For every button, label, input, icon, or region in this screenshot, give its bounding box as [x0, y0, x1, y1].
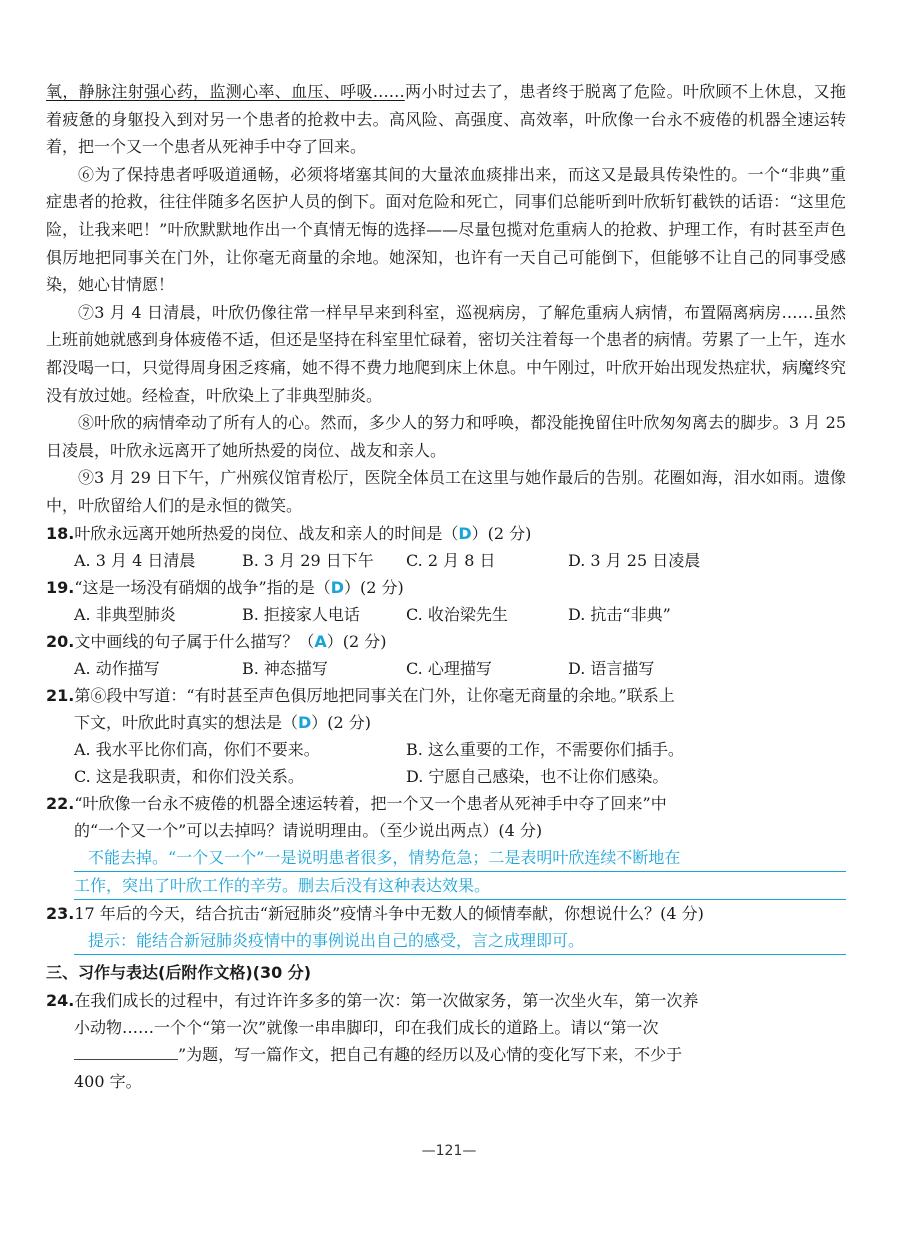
option-d: D. 抗击“非典” — [568, 604, 671, 624]
option-a: A. 我水平比你们高，你们不要来。 — [74, 739, 320, 759]
question-number: 23. — [46, 903, 75, 923]
answer-choice: D — [458, 523, 472, 543]
option-d: D. 3 月 25 日凌晨 — [568, 550, 701, 570]
passage-paragraph-9: ⑨3 月 29 日下午，广州殡仪馆青松厅，医院全体员工在这里与她作最后的告别。花圈如海，泪水如雨。遗像中，叶欣留给人们的是永恒的微笑。 — [46, 468, 846, 515]
question-number: 18. — [46, 523, 75, 543]
question-stem: 叶欣永远离开她所热爱的岗位、战友和亲人的时间是（ — [74, 523, 459, 543]
answer-choice: A — [314, 631, 327, 651]
option-b: B. 神态描写 — [242, 658, 328, 678]
answer-choice: D — [298, 712, 312, 732]
passage-paragraph-8: ⑧叶欣的病情牵动了所有人的心。然而，多少人的努力和呼唤，都没能挽留住叶欣匆匆离去的脚步。3 月 25 日凌晨，叶欣永远离开了她所热爱的岗位、战友和亲人。 — [46, 413, 846, 460]
question-24-line-3 — [46, 1041, 846, 1068]
option-a: A. 非典型肺炎 — [74, 604, 176, 624]
question-stem: 在我们成长的过程中，有过许许多多的第一次：第一次做家务，第一次坐火车，第一次养 — [74, 990, 699, 1010]
option-b: B. 拒接家人电话 — [242, 604, 360, 624]
question-number: 24. — [46, 990, 75, 1010]
answer-line-1: 不能去掉。“一个又一个”一是说明患者很多，情势危急；二是表明叶欣连续不断地在 — [74, 844, 846, 872]
option-d: D. 宁愿自己感染，也不让你们感染。 — [406, 766, 669, 786]
question-number: 19. — [46, 577, 75, 597]
question-stem: 第⑥段中写道：“有时甚至声色俱厉地把同事关在门外，让你毫无商量的余地。”联系上 — [74, 685, 675, 705]
question-24-line-2: 小动物……一个个“第一次”就像一串串脚印，印在我们成长的道路上。请以“第一次 — [74, 1017, 659, 1037]
passage-paragraph-6: ⑥为了保持患者呼吸道通畅，必须将堵塞其间的大量浓血痰排出来，而这又是最具传染性的。一个“非典”重症患者的抢救，往往伴随多名医护人员的倒下。面对危险和死亡，同事们总能听到叶欣斩钉截铁的话语：“这里危险，让我来吧！”叶欣默默地作出一个真情无悔的选择——尽量包揽对危重病人的抢救、护理工作，有时甚至声色俱厉地把同事关在门外，让你毫无商量的余地。她深知，也许有一天自己可能倒下，但能够不让自己的同事受感染，她心甘情愿！ — [46, 164, 846, 295]
question-stem: 17 年后的今天，结合抗击“新冠肺炎”疫情斗争中无数人的倾情奉献，你想说什么？(4 分) — [74, 903, 704, 923]
question-stem: “叶欣像一台永不疲倦的机器全速运转着，把一个又一个患者从死神手中夺了回来”中 — [74, 793, 667, 813]
question-22-continued: 的“一个又一个”可以去掉吗？请说明理由。（至少说出两点）(4 分) — [74, 820, 543, 840]
answer-line-2: 工作，突出了叶欣工作的辛劳。删去后没有这种表达效果。 — [74, 872, 846, 900]
question-22 — [46, 790, 846, 817]
question-19-options — [46, 601, 846, 628]
question-21-options-row-1 — [46, 736, 846, 763]
underlined-sentence: 氧，静脉注射强心药，监测心率、血压、呼吸…… — [46, 82, 405, 101]
question-stem: 下文，叶欣此时真实的想法是（ — [74, 712, 299, 732]
page-number: —121— — [421, 1143, 477, 1159]
paragraph-text: 两小时过去了，患者终于脱离了危险。叶欣顾不上休息，又拖着疲惫的身躯投入到对另一个患者的抢救中去。高风险、高强度、高效率，叶欣像一台永不疲倦的机器全速运转着，把一个又一个患者从死神手中夺了回来。 — [46, 82, 846, 157]
section-title: 三、习作与表达(后附作文格)(30 分) — [46, 962, 312, 982]
question-score: ）(2 分) — [326, 631, 387, 651]
passage-paragraph-continued — [46, 78, 846, 161]
question-number: 20. — [46, 631, 75, 651]
option-c: C. 2 月 8 日 — [406, 550, 496, 570]
option-a: A. 动作描写 — [74, 658, 160, 678]
question-21-continued — [46, 709, 846, 736]
page-content — [46, 78, 846, 1095]
question-24-line-4: 400 字。 — [74, 1071, 142, 1091]
option-b: B. 3 月 29 日下午 — [242, 550, 374, 570]
question-score: ）(2 分) — [311, 712, 372, 732]
option-d: D. 语言描写 — [568, 658, 655, 678]
question-18 — [46, 520, 846, 547]
answer-line: 提示：能结合新冠肺炎疫情中的事例说出自己的感受，言之成理即可。 — [74, 927, 846, 955]
question-score: ）(2 分) — [471, 523, 532, 543]
question-21-options-row-2 — [46, 763, 846, 790]
question-24 — [46, 987, 846, 1014]
option-c: C. 心理描写 — [406, 658, 492, 678]
option-a: A. 3 月 4 日清晨 — [74, 550, 196, 570]
title-blank — [74, 1045, 178, 1060]
question-23 — [46, 900, 846, 927]
question-stem: ”为题，写一篇作文，把自己有趣的经历以及心情的变化写下来，不少于 — [178, 1044, 683, 1064]
question-number: 22. — [46, 793, 75, 813]
question-stem: 文中画线的句子属于什么描写？（ — [74, 631, 315, 651]
passage-paragraph-7: ⑦3 月 4 日清晨，叶欣仍像往常一样早早来到科室，巡视病房，了解危重病人病情，布置隔离病房……虽然上班前她就感到身体疲倦不适，但还是坚持在科室里忙碌着，密切关注着每一个患者的病情。劳累了一上午，连水都没喝一口，只觉得周身困乏疼痛，她不得不费力地爬到床上休息。中午刚过，叶欣开始出现发热症状，病魔终究没有放过她。经检查，叶欣染上了非典型肺炎。 — [46, 302, 847, 405]
question-score: ）(2 分) — [344, 577, 404, 597]
question-21 — [46, 682, 846, 709]
question-number: 21. — [46, 685, 75, 705]
question-19 — [46, 574, 846, 601]
question-18-options — [46, 547, 846, 574]
option-b: B. 这么重要的工作，不需要你们插手。 — [406, 739, 684, 759]
option-c: C. 收治梁先生 — [406, 604, 508, 624]
question-20-options — [46, 655, 846, 682]
option-c: C. 这是我职责，和你们没关系。 — [74, 766, 304, 786]
question-20 — [46, 628, 846, 655]
answer-choice: D — [330, 577, 344, 597]
question-stem: “这是一场没有硝烟的战争”指的是（ — [74, 577, 331, 597]
